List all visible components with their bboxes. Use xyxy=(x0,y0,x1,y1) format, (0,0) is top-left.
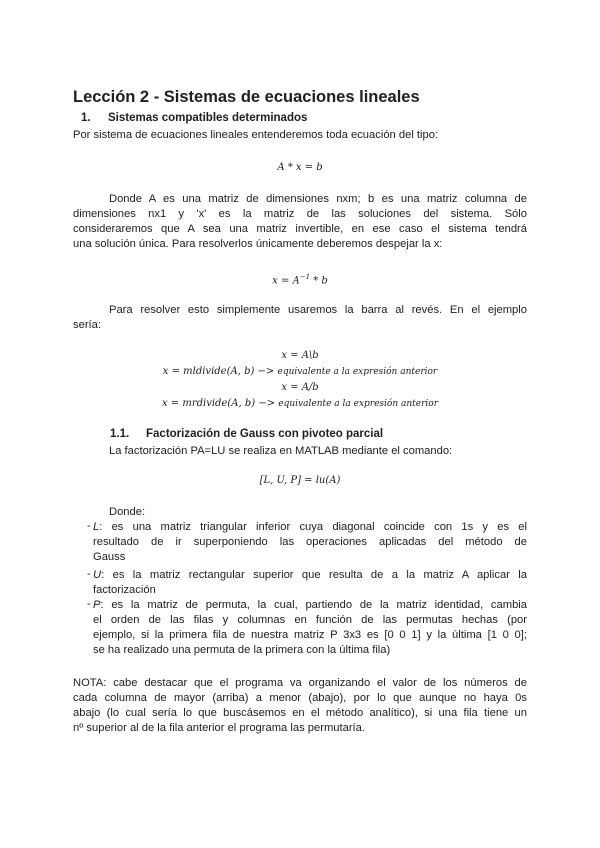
paragraph-line: consideraremos que A sea una matriz invertible, en ese caso el sistema tendrá xyxy=(73,223,527,235)
list-item xyxy=(93,520,527,535)
equation-code: x = mldivide(A, b) −> xyxy=(162,366,278,377)
bullet-marker: - xyxy=(87,598,91,610)
note-line: cada columna de mayor (arriba) a menor (abajo), por lo que aunque no haya 0s xyxy=(73,692,527,704)
list-item-continuation: factorización xyxy=(93,584,156,596)
term-p: P xyxy=(93,599,101,611)
section-title: Sistemas compatibles determinados xyxy=(108,112,308,124)
intro-text: La factorización PA=LU se realiza en MATLAB mediante el comando: xyxy=(109,445,453,457)
page-title: Lección 2 - Sistemas de ecuaciones lineales xyxy=(73,88,420,106)
equation-slash: x = A/b xyxy=(281,382,319,393)
list-item-continuation: el orden de las filas y columnas en función de las permutas hechas (por xyxy=(93,614,527,626)
list-item xyxy=(93,568,527,583)
section-heading xyxy=(81,112,307,124)
bullet-marker: - xyxy=(87,520,91,532)
list-item-continuation: resultado de ir superponiendo las operaciones aplicadas del método de xyxy=(93,536,527,548)
intro-text: Por sistema de ecuaciones lineales entenderemos toda ecuación del tipo: xyxy=(73,129,439,141)
list-text: : es la matriz rectangular superior que resulta de a la matriz A aplicar la xyxy=(101,569,527,581)
paragraph-line: una solución única. Para resolverlos únicamente deberemos despejar la x: xyxy=(73,238,443,250)
equation-rest: * b xyxy=(310,275,328,287)
paragraph-line: dimensiones nx1 y 'x' es la matriz de las soluciones del sistema. Sólo xyxy=(73,208,527,220)
paragraph-line: sería: xyxy=(73,319,101,331)
equation-base: x = A xyxy=(272,275,300,287)
list-text: : es la matriz de permuta, la cual, partiendo de la matriz identidad, cambia xyxy=(100,599,527,611)
equation-axb: A * x = b xyxy=(277,162,323,173)
equation-lu: [L, U, P] = lu(A) xyxy=(259,475,341,486)
equation-backslash: x = A\b xyxy=(281,350,319,361)
list-item-continuation: ejemplo, si la primera fila de nuestra matriz P 3x3 es [0 0 1] y la última [1 0 0]; xyxy=(93,629,527,641)
equation-note: equivalente a la expresión anterior xyxy=(278,399,439,409)
note-line: nº superior al de la fila anterior el programa las permutaría. xyxy=(73,722,365,734)
equation-mrdivide xyxy=(73,398,527,409)
list-text: : es una matriz triangular inferior cuya diagonal coincide con 1s y es el xyxy=(99,521,527,533)
list-item xyxy=(93,598,527,613)
note-line: NOTA: cabe destacar que el programa va organizando el valor de los números de xyxy=(73,677,527,689)
subsection-number: 1.1. xyxy=(110,428,130,440)
subsection-title: Factorización de Gauss con pivoteo parcial xyxy=(146,428,384,440)
equation-code: x = mrdivide(A, b) −> xyxy=(161,398,279,409)
equation-note: equivalente a la expresión anterior xyxy=(277,367,438,377)
list-item-continuation: Gauss xyxy=(93,551,126,563)
bullet-marker: - xyxy=(87,568,91,580)
paragraph-line: Donde A es una matriz de dimensiones nxm; b es una matriz columna de xyxy=(109,193,527,205)
note-line: abajo (lo cual sería lo que buscásemos en el método analítico), si una fila tiene un xyxy=(73,707,527,719)
equation-mldivide xyxy=(73,366,527,377)
section-number: 1. xyxy=(81,112,91,124)
equation-exponent: −1 xyxy=(299,273,311,281)
equation-solution xyxy=(73,273,527,286)
donde-label: Donde: xyxy=(109,506,146,518)
subsection-heading xyxy=(110,428,383,440)
term-l: L xyxy=(93,521,100,533)
paragraph-line: Para resolver esto simplemente usaremos la barra al revés. En el ejemplo xyxy=(109,304,527,316)
list-item-continuation: se ha realizado una permuta de la primera con la última fila) xyxy=(93,644,391,656)
term-u: U xyxy=(93,569,102,581)
